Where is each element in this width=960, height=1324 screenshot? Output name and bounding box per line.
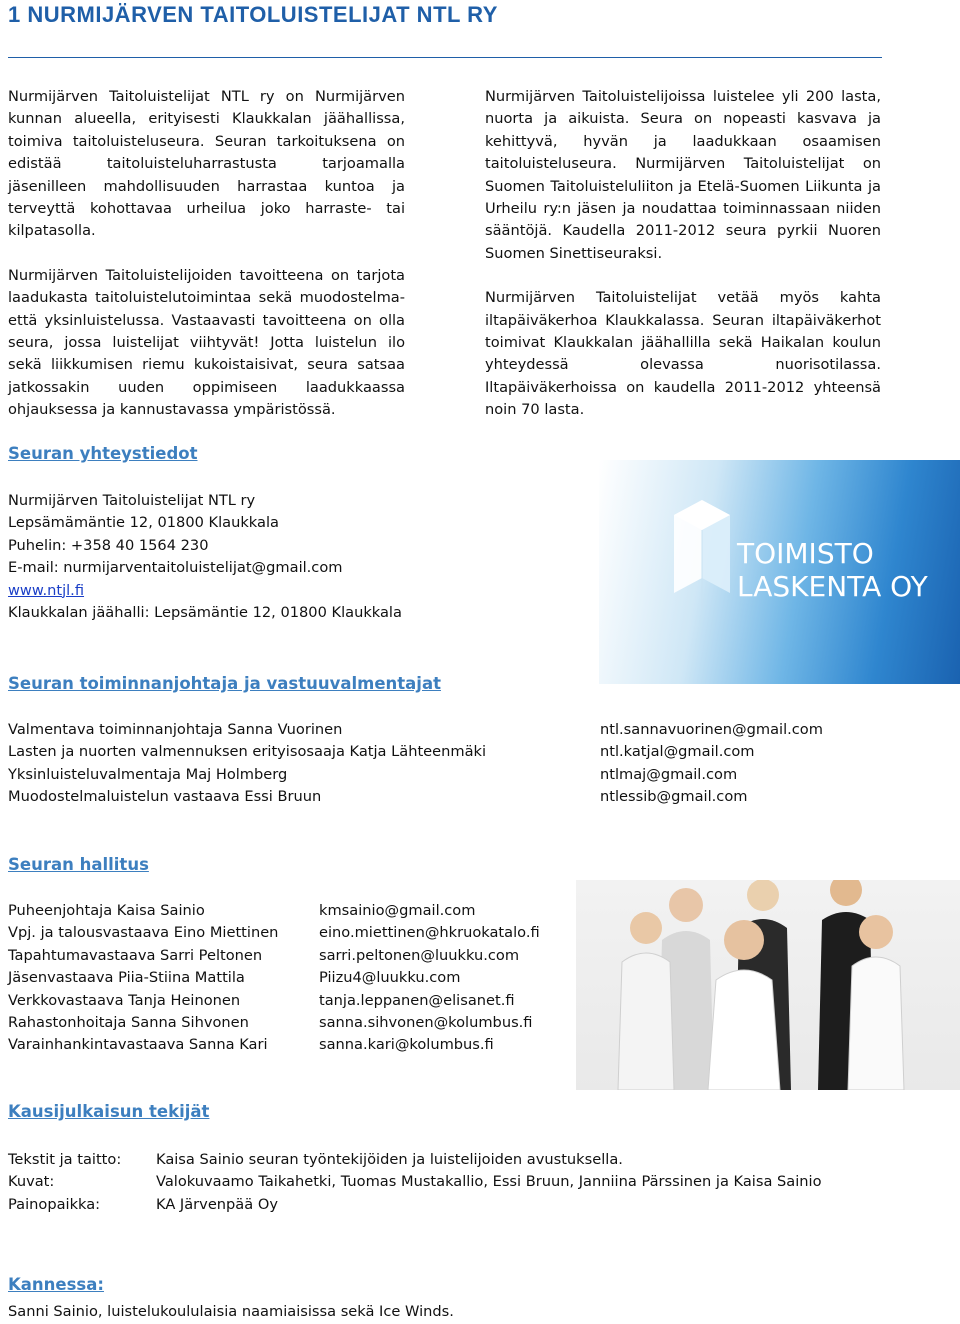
coach-role: Valmentava toiminnanjohtaja Sanna Vuorinen — [8, 721, 343, 738]
credits-values — [156, 1149, 822, 1216]
board-role: Varainhankintavastaava Sanna Kari — [8, 1036, 268, 1054]
cover-heading: Kannessa: — [8, 1275, 104, 1294]
coach-email: ntlessib@gmail.com — [600, 788, 748, 806]
board-email: sanna.kari@kolumbus.fi — [319, 1036, 494, 1054]
sponsor-logo-line1: TOIMISTO — [737, 537, 874, 570]
coach-email: ntl.sannavuorinen@gmail.com — [600, 721, 823, 738]
intro-right-column — [485, 86, 881, 444]
board-role: Vpj. ja talousvastaava Eino Miettinen — [8, 924, 279, 942]
credit-label: Tekstit ja taitto: — [8, 1151, 122, 1168]
board-email: tanja.leppanen@elisanet.fi — [319, 991, 515, 1009]
sponsor-logo-line2: LASKENTA OY — [737, 570, 928, 603]
board-email: sanna.sihvonen@kolumbus.fi — [319, 1013, 533, 1031]
board-role: Puheenjohtaja Kaisa Sainio — [8, 902, 205, 919]
intro-left-column — [8, 86, 405, 444]
coach-email: ntl.katjal@gmail.com — [600, 743, 755, 761]
credit-value: Valokuvaamo Taikahetki, Tuomas Mustakallio, Essi Bruun, Janniina Pärssinen ja Kaisa Sainio — [156, 1173, 822, 1191]
coach-email: ntlmaj@gmail.com — [600, 765, 738, 783]
board-roles — [8, 900, 278, 1057]
credit-label: Painopaikka: — [8, 1195, 101, 1213]
board-email: kmsainio@gmail.com — [319, 902, 476, 919]
board-heading: Seuran hallitus — [8, 855, 149, 874]
intro-paragraph: Nurmijärven Taitoluistelijat vetää myös kahta iltapäiväkerhoa Klaukkalassa. Seuran iltapäiväkerhot toimivat Klaukkalan jäähallilla sekä Haikalan koulun yhteydessä olevassa nuorisotilassa. Iltapäiväkerhoissa on kaudella 2011-2012 yhteensä noin 70 lasta. — [485, 289, 881, 419]
contact-line: Klaukkalan jäähalli: Lepsämäntie 12, 01800 Klaukkala — [8, 603, 402, 621]
board-email: sarri.peltonen@luukku.com — [319, 946, 520, 964]
coach-role: Yksinluisteluvalmentaja Maj Holmberg — [8, 765, 288, 783]
contact-line: E-mail: nurmijarventaitoluistelijat@gmail.com — [8, 559, 343, 577]
coaches-roles — [8, 719, 486, 809]
title-underline — [8, 57, 882, 58]
intro-paragraph: Nurmijärven Taitoluistelijat NTL ry on Nurmijärven kunnan alueella, erityisesti Klaukkalan jäähallissa, toimiva taitoluisteluseura. Seuran tarkoituksena on edistää taitoluisteluharrastusta tarjoamalla jäsenilleen mahdollisuuden harrastaa kuntoa ja terveyttä kohottavaa urheilua joko harraste- tai kilpatasolla. — [8, 88, 405, 240]
contact-line: Lepsämämäntie 12, 01800 Klaukkala — [8, 514, 279, 532]
coach-role: Lasten ja nuorten valmennuksen erityisosaaja Katja Lähteenmäki — [8, 743, 487, 761]
coach-role: Muodostelmaluistelun vastaava Essi Bruun — [8, 788, 322, 806]
contact-block — [8, 490, 402, 624]
coaches-emails — [600, 719, 823, 809]
credits-heading: Kausijulkaisun tekijät — [8, 1102, 210, 1121]
contact-heading: Seuran yhteystiedot — [8, 444, 198, 463]
board-email: Piizu4@luukku.com — [319, 969, 461, 987]
sponsor-logo-graphic — [599, 460, 960, 684]
credit-value: Kaisa Sainio seuran työntekijöiden ja luistelijoiden avustuksella. — [156, 1151, 623, 1168]
website-link[interactable]: www.ntjl.fi — [8, 581, 85, 599]
cover-text: Sanni Sainio, luistelukoululaisia naamiaisissa sekä Ice Winds. — [8, 1303, 454, 1320]
board-role: Jäsenvastaava Piia-Stiina Mattila — [8, 969, 245, 987]
board-group-photo — [576, 880, 960, 1090]
credits-labels — [8, 1149, 121, 1216]
intro-paragraph: Nurmijärven Taitoluistelijoissa luistelee yli 200 lasta, nuorta ja aikuista. Seura on nopeasti kasvava ja kehittyvä, hyvän ja laadukkaan osaamisen taitoluisteluseura. Nurmijärven Taitoluistelijat on Suomen Taitoluisteluliiton ja Etelä-Suomen Liikunta ja Urheilu ry:n jäsen ja noudattaa toiminnassaan niiden sääntöjä. Kaudella 2011-2012 seura pyrkii Nuoren Suomen Sinettiseuraksi. — [485, 88, 881, 262]
contact-line: Nurmijärven Taitoluistelijat NTL ry — [8, 492, 256, 509]
page-title: 1 NURMIJÄRVEN TAITOLUISTELIJAT NTL RY — [8, 2, 498, 27]
contact-line: Puhelin: +358 40 1564 230 — [8, 536, 209, 554]
board-role: Rahastonhoitaja Sanna Sihvonen — [8, 1013, 249, 1031]
credit-label: Kuvat: — [8, 1173, 55, 1191]
board-group-photo-image — [576, 880, 960, 1090]
coaches-heading: Seuran toiminnanjohtaja ja vastuuvalmentajat — [8, 674, 441, 693]
credit-value: KA Järvenpää Oy — [156, 1195, 278, 1213]
board-emails — [319, 900, 540, 1057]
intro-paragraph: Nurmijärven Taitoluistelijoiden tavoitteena on tarjota laadukasta taitoluistelutoimintaa sekä muodostelma- että yksinluistelussa. Vastaavasti tavoitteena on olla seura, jossa luistelijat viihtyvät! Jotta luistelun ilo sekä liikkumisen riemu kukoistaisivat, seura satsaa jatkossakin uuden oppimiseen laadukkaassa ohjauksessa ja kannustavassa ympäristössä. — [8, 266, 405, 419]
board-role: Tapahtumavastaava Sarri Peltonen — [8, 946, 263, 964]
board-email: eino.miettinen@hkruokatalo.fi — [319, 924, 540, 942]
board-role: Verkkovastaava Tanja Heinonen — [8, 991, 241, 1009]
sponsor-logo — [599, 460, 960, 684]
